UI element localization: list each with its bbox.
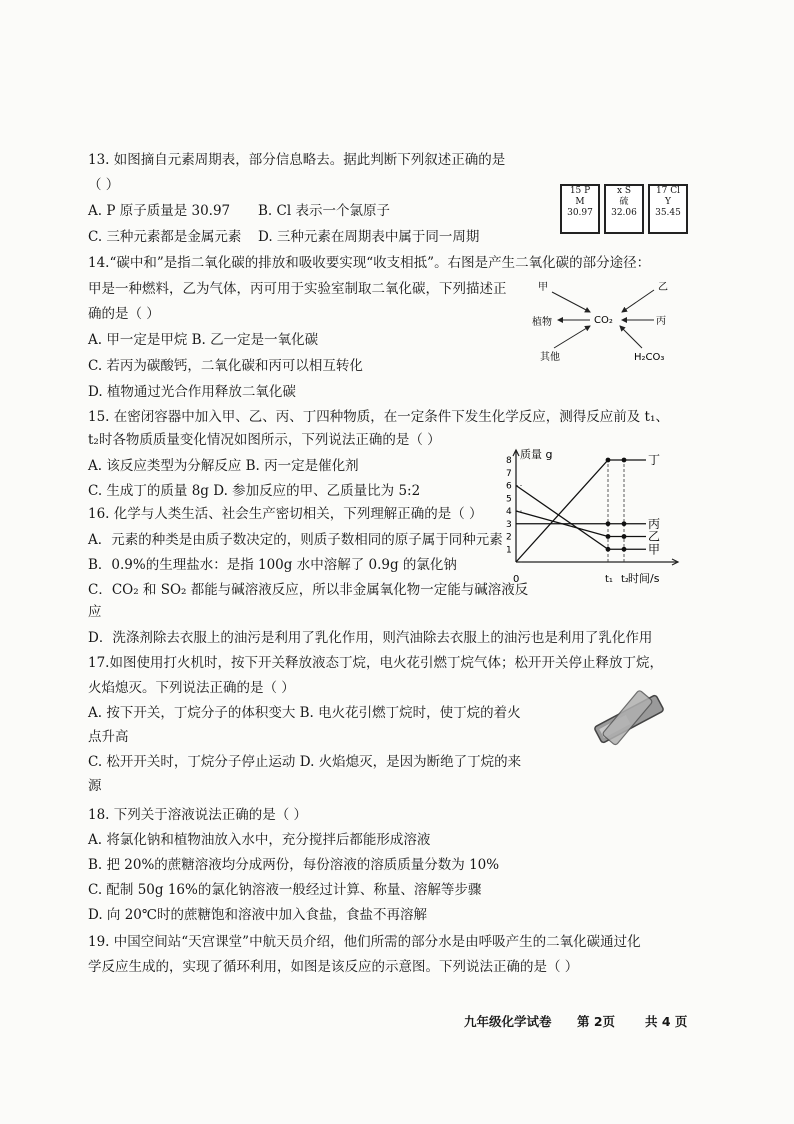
q18-option-b: B. 把 20%的蔗糖溶液均分成两份，每份溶液的溶质质量分数为 10% [88,857,500,873]
q14-option-ab: A. 甲一定是甲烷 B. 乙一定是一氧化碳 [88,332,319,348]
series-label-甲: 甲 [648,542,661,557]
mass-time-chart [500,440,690,590]
q13-option-a: A. P 原子质量是 30.97 [88,203,231,219]
series-point-乙 [606,534,611,539]
q13-option-c: C. 三种元素都是金属元素 [88,229,242,245]
q16-option-a: A．元素的种类是由质子数决定的，则质子数相同的原子属于同种元素 [88,532,503,548]
y-tick-label: 7 [506,468,512,479]
q19-line2: 学反应生成的，实现了循环利用，如图是该反应的示意图。下列说法正确的是（ ） [88,959,579,975]
footer-exam-title: 九年级化学试卷 [464,1014,552,1029]
q14-line1: 14.“碳中和”是指二氧化碳的排放和吸收要实现“收支相抵”。右图是产生二氧化碳的部分途径： [88,255,651,271]
q18-option-d: D. 向 20℃时的蔗糖饱和溶液中加入食盐，食盐不再溶解 [88,907,427,923]
footer-total-pages: 共 4 页 [645,1014,688,1029]
q17-option-cd: C. 松开开关时，丁烷分子停止运动 D. 火焰熄灭，是因为断绝了丁烷的来 [88,754,522,770]
element-mass: 32.06 [611,208,637,218]
diagram-yi: 乙 [658,282,668,293]
element-number-symbol: 15 P [569,186,591,196]
series-label-丁: 丁 [648,453,661,467]
y-axis-label: 质量 g [520,448,553,461]
lighter-image [588,688,670,750]
series-point-丁 [622,458,627,463]
arrow-jia [552,292,590,312]
y-tick-label: 3 [506,519,512,530]
series-point-丙 [622,521,627,526]
q16-stem: 16. 化学与人类生活、社会生产密切相关，下列理解正确的是（ ） [88,506,483,522]
q15-option-ab: A. 该反应类型为分解反应 B. 丙一定是催化剂 [88,458,359,474]
y-tick-label: 5 [506,494,512,505]
q16-option-c2: 应 [88,604,102,620]
element-mass: 35.45 [655,208,681,218]
q17-line1: 17.如图使用打火机时，按下开关释放液态丁烷，电火花引燃丁烷气体；松开开关停止释放丁烷， [88,655,663,671]
series-label-丙: 丙 [648,516,661,531]
element-mass: 30.97 [567,208,593,218]
series-line-丁 [516,460,646,562]
element-name: 硫 [619,197,629,207]
x-tick-label: 0 [513,574,520,585]
q18-option-a: A. 将氯化钠和植物油放入水中，充分搅拌后都能形成溶液 [88,832,431,848]
series-label-乙: 乙 [648,529,661,544]
y-tick-label: 8 [506,456,512,466]
q13-stem: 13. 如图摘自元素周期表，部分信息略去。据此判断下列叙述正确的是 [88,152,506,168]
element-number-symbol: x S [616,186,632,196]
element-cell-p [560,184,600,234]
element-number-symbol: 17 Cl [655,186,681,196]
series-point-丁 [606,458,611,463]
q15-line2: t₂时各物质质量变化情况如图所示，下列说法正确的是（ ） [88,432,441,448]
q18-stem: 18. 下列关于溶液说法正确的是（ ） [88,807,308,823]
element-cell-cl [648,184,688,234]
diagram-co2: CO₂ [594,315,613,326]
q13-blank: （ ） [88,177,120,193]
element-cell-s [604,184,644,234]
element-name: Y [665,197,671,207]
series-point-甲 [622,547,627,552]
q16-option-b: B．0.9%的生理盐水：是指 100g 水中溶解了 0.9g 的氯化钠 [88,557,457,573]
q17-option-ab-cont: 点升高 [88,729,129,745]
y-tick-label: 6 [506,481,512,492]
q14-line3: 确的是（ ） [88,306,160,322]
q16-option-d: D．洗涤剂除去衣服上的油污是利用了乳化作用，则汽油除去衣服上的油污也是利用了乳化作用 [88,630,653,646]
q17-line2: 火焰熄灭。下列说法正确的是（ ） [88,680,295,696]
series-point-甲 [606,547,611,552]
q16-option-c1: C．CO₂ 和 SO₂ 都能与碱溶液反应，所以非金属氧化物一定能与碱溶液反 [88,582,529,598]
x-tick-label: t₁ [605,574,613,585]
q13-option-d: D. 三种元素在周期表中属于同一周期 [258,229,480,245]
y-tick-label: 4 [506,507,512,517]
series-point-乙 [622,534,627,539]
y-tick-label: 2 [506,532,512,543]
q18-option-c: C. 配制 50g 16%的氯化钠溶液一般经过计算、称量、溶解等步骤 [88,882,482,898]
q17-option-cd-cont: 源 [88,778,102,794]
q14-option-d: D. 植物通过光合作用释放二氧化碳 [88,384,296,400]
q13-option-b: B. Cl 表示一个氯原子 [258,203,390,219]
element-name: M [575,197,585,207]
diagram-h2co3: H₂CO₃ [634,352,665,363]
x-axis-label: 时间/s [628,572,660,585]
footer-page-number: 第 2页 [577,1014,616,1029]
q15-option-cd: C. 生成丁的质量 8g D. 参加反应的甲、乙质量比为 5:2 [88,483,421,499]
q14-option-c: C. 若丙为碳酸钙，二氧化碳和丙可以相互转化 [88,358,363,374]
q14-line2: 甲是一种燃料，乙为气体，丙可用于实验室制取二氧化碳，下列描述正 [88,281,507,297]
arrow-qita [554,326,590,348]
x-tick-label: t₂ [621,574,629,585]
series-point-丙 [606,521,611,526]
q19-line1: 19. 中国空间站“天宫课堂”中航天员介绍，他们所需的部分水是由呼吸产生的二氧化碳通过化 [88,934,641,950]
co2-sources-diagram [530,278,680,374]
diagram-bing: 丙 [656,316,666,327]
diagram-qita: 其他 [540,352,560,363]
arrow-h2co3 [620,326,642,348]
arrow-yi [622,290,654,312]
diagram-zhiwu: 植物 [532,317,552,328]
q15-line1: 15. 在密闭容器中加入甲、乙、丙、丁四种物质，在一定条件下发生化学反应，测得反应前及 t₁、 [88,409,669,425]
diagram-jia: 甲 [538,282,548,293]
q17-option-ab: A. 按下开关，丁烷分子的体积变大 B. 电火花引燃丁烷时，使丁烷的着火 [88,705,521,721]
y-tick-label: 1 [506,545,512,556]
